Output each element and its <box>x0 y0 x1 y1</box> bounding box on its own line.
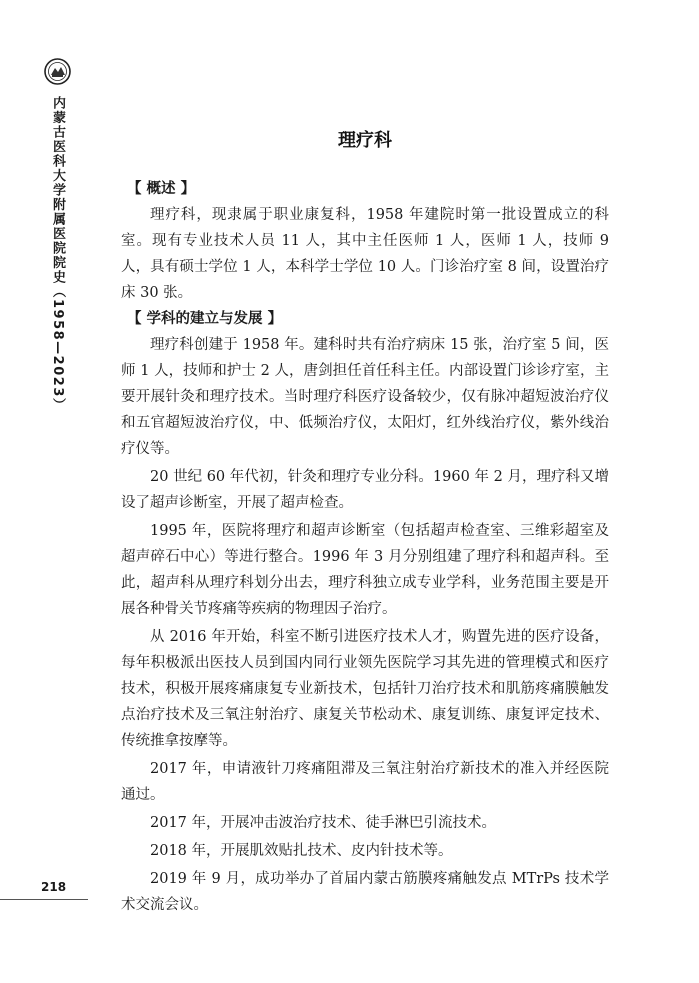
paragraph: 1995 年，医院将理疗和超声诊断室（包括超声检查室、三维彩超室及超声碎石中心）等进行整合。1996 年 3 月分别组建了理疗科和超声科。至此，超声科从理疗科划分出去，理疗科独立成专业学科，业务范围主要是开展各种骨关节疼痛等疾病的物理因子治疗。 <box>121 523 609 617</box>
side-margin <box>0 0 88 983</box>
paragraph: 20 世纪 60 年代初，针灸和理疗专业分科。1960 年 2 月，理疗科又增设了超声诊断室，开展了超声检查。 <box>121 469 609 511</box>
paragraph: 2018 年，开展肌效贴扎技术、皮内针技术等。 <box>150 843 453 859</box>
university-seal-icon <box>44 58 71 85</box>
paragraph: 2017 年，开展冲击波治疗技术、徒手淋巴引流技术。 <box>150 815 497 831</box>
section-heading-overview: 【 概述 】 <box>127 181 196 197</box>
page-number: 218 <box>41 880 67 894</box>
paragraph: 理疗科创建于 1958 年。建科时共有治疗病床 15 张，治疗室 5 间，医师 1 人，技师和护士 2 人，唐剑担任首任科主任。内部设置门诊诊疗室，主要开展针灸和理疗技术。当时理疗科医疗设备较少，仅有脉冲超短波治疗仪和五官超短波治疗仪，中、低频治疗仪，太阳灯，红外线治疗仪，紫外线治疗仪等。 <box>121 337 609 457</box>
paragraph: 理疗科，现隶属于职业康复科，1958 年建院时第一批设置成立的科室。现有专业技术人员 11 人，其中主任医师 1 人，医师 1 人，技师 9 人，具有硕士学位 1 人，本科学士学位 10 人。门诊治疗室 8 间，设置治疗床 30 张。 <box>121 207 609 301</box>
section-heading-development: 【 学科的建立与发展 】 <box>127 311 283 327</box>
paragraph: 2017 年，申请液针刀疼痛阻滞及三氧注射治疗新技术的准入并经医院通过。 <box>121 761 609 803</box>
body-text <box>121 176 609 920</box>
footer-rule <box>0 899 88 900</box>
chapter-title: 理疗科 <box>338 130 392 151</box>
paragraph: 2019 年 9 月，成功举办了首届内蒙古筋膜疼痛触发点 MTrPs 技术学术交流会议。 <box>121 871 609 913</box>
paragraph: 从 2016 年开始，科室不断引进医疗技术人才，购置先进的医疗设备，每年积极派出医技人员到国内同行业领先医院学习其先进的管理模式和医疗技术，积极开展疼痛康复专业新技术，包括针刀治疗技术和肌筋疼痛膜触发点治疗技术及三氧注射治疗、康复关节松动术、康复训练、康复评定技术、传统推拿按摩等。 <box>121 629 609 749</box>
book-title-vertical: 内蒙古医科大学附属医院院史（1958—2023） <box>50 96 65 413</box>
